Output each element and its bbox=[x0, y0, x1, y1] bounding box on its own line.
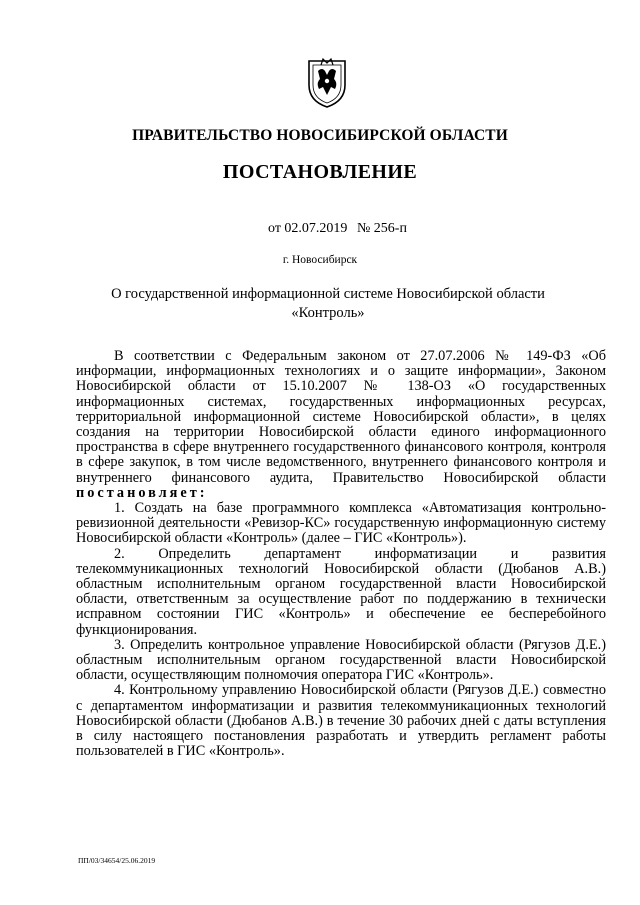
coat-of-arms-emblem bbox=[305, 55, 349, 109]
document-date: от 02.07.2019 bbox=[268, 221, 348, 236]
date-number-line bbox=[268, 221, 413, 237]
document-number: № 256-п bbox=[356, 221, 407, 236]
footer-code: ПП/03/34654/25.06.2019 bbox=[78, 856, 156, 865]
preamble-paragraph bbox=[76, 349, 606, 501]
organization-title: ПРАВИТЕЛЬСТВО НОВОСИБИРСКОЙ ОБЛАСТИ bbox=[132, 127, 508, 144]
item-paragraph: 4. Контрольному управлению Новосибирской области (Рягузов Д.Е.) совместно с департаментом информатизации и развития телекоммуникационных технологий Новосибирской области (Дюбанов А.В.) в течение 30 рабочих дней с даты вступления в силу настоящего постановления разработать и утвердить регламент работы пользователей в ГИС «Контроль». bbox=[76, 682, 606, 760]
preamble-text: В соответствии с Федеральным законом от 27.07.2006 № 149-ФЗ «Об информации, информационных технологиях и о защите информации», Законом Новосибирской области от 15.10.2007 № 138-ОЗ «О государственных информационных системах, государственных информационных ресурсах, территориальной информационной системе Новосибирской области», в целях создания на территории Новосибирской области единого информационного пространства в сфере внутреннего государственного финансового контроля, контроля в сфере закупок, в том числе ведомственного, внутреннего финансового контроля и внутреннего финансового аудита, Правительство Новосибирской области bbox=[76, 348, 606, 486]
city: г. Новосибирск bbox=[282, 254, 358, 266]
item-paragraph: 1. Создать на базе программного комплекса «Автоматизация контрольно-ревизионной деятельности «Ревизор-КС» государственную информационную систему Новосибирской области «Контроль» (далее – ГИС «Контроль»). bbox=[76, 500, 606, 547]
item-paragraph: 2. Определить департамент информатизации и развития телекоммуникационных технологий Новосибирской области (Дюбанов А.В.) областным исполнительным органом государственной власти Новосибирской области, ответственным за осуществление работ по поддержанию в технически исправном состоянии ГИС «Контроль» и обеспечение ее бесперебойного функционирования. bbox=[76, 545, 606, 638]
document-type: ПОСТАНОВЛЕНИЕ bbox=[222, 161, 418, 183]
item-paragraph: 3. Определить контрольное управление Новосибирской области (Рягузов Д.Е.) областным исполнительным органом государственной власти Новосибирской области, осуществляющим полномочия оператора ГИС «Контроль». bbox=[76, 636, 606, 684]
document-subject: О государственной информационной системе Новосибирской области «Контроль» bbox=[111, 286, 545, 321]
document-body bbox=[76, 349, 606, 759]
decree-word: постановляет: bbox=[76, 484, 208, 501]
